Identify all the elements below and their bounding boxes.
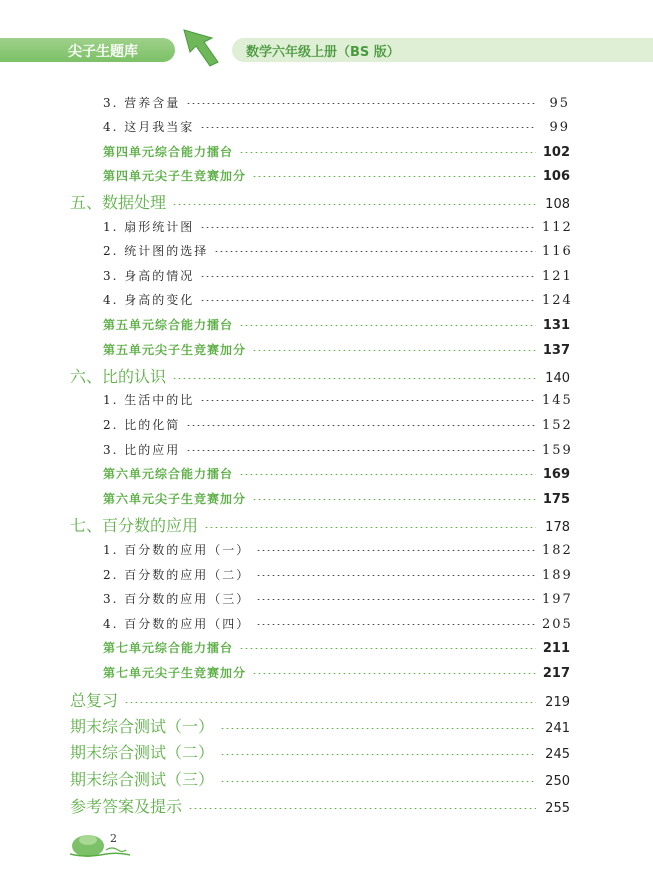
- toc-entry-title: 七、百分数的应用: [70, 516, 199, 535]
- toc-page-number: 178: [545, 520, 570, 535]
- toc-page-number: 108: [545, 197, 570, 212]
- toc-page-number: 112: [542, 220, 573, 235]
- toc-entry-title: 第七单元尖子生竞赛加分: [103, 666, 247, 680]
- toc-chapter-row: [70, 740, 570, 763]
- toc-lesson-row: [103, 416, 573, 433]
- toc-entry-title: 3. 身高的情况: [103, 269, 195, 283]
- toc-unit-review-row: [103, 490, 570, 507]
- toc-entry-title: 六、比的认识: [70, 367, 167, 386]
- dot-leader: [200, 400, 536, 401]
- toc-page-number: 106: [542, 169, 570, 184]
- toc-unit-review-row: [103, 167, 570, 184]
- toc-entry-title: 4. 这月我当家: [103, 120, 195, 134]
- toc-page-number: 121: [542, 269, 573, 284]
- toc-entry-title: 期末综合测试（三）: [70, 770, 215, 789]
- dot-leader: [186, 425, 536, 426]
- toc-lesson-row: [103, 218, 573, 235]
- toc-page-number: 99: [549, 120, 570, 135]
- toc-lesson-row: [103, 267, 573, 284]
- dot-leader: [256, 575, 536, 576]
- toc-page-number: 175: [542, 492, 570, 507]
- toc-lesson-row: [103, 541, 573, 558]
- dot-leader: [220, 754, 536, 755]
- dot-leader: [252, 350, 536, 351]
- toc-lesson-row: [103, 118, 570, 135]
- dot-leader: [239, 474, 536, 475]
- toc-page-number: 241: [545, 721, 570, 736]
- dot-leader: [188, 808, 536, 809]
- dot-leader: [239, 152, 536, 153]
- toc-lesson-row: [103, 242, 573, 259]
- toc-entry-title: 第四单元综合能力擂台: [103, 145, 234, 159]
- dot-leader: [256, 624, 536, 625]
- dot-leader: [220, 728, 536, 729]
- dot-leader: [186, 103, 536, 104]
- toc-unit-review-row: [103, 341, 570, 358]
- dot-leader: [256, 599, 536, 600]
- toc-page-number: 169: [542, 467, 570, 482]
- toc-chapter-row: [70, 794, 570, 817]
- dot-leader: [252, 176, 536, 177]
- toc-entry-title: 3. 营养含量: [103, 96, 181, 110]
- toc-unit-review-row: [103, 465, 570, 482]
- toc-page-number: 152: [542, 418, 573, 433]
- dot-leader: [200, 300, 536, 301]
- toc-page-number: 95: [549, 96, 570, 111]
- dot-leader: [200, 227, 536, 228]
- book-band: [232, 38, 653, 62]
- dot-leader: [200, 276, 536, 277]
- toc-lesson-row: [103, 291, 573, 308]
- toc-page-number: 245: [545, 747, 570, 762]
- dot-leader: [252, 499, 536, 500]
- toc-unit-review-row: [103, 639, 570, 656]
- toc-entry-title: 2. 比的化简: [103, 418, 181, 432]
- toc-entry-title: 3. 比的应用: [103, 443, 181, 457]
- toc-entry-title: 五、数据处理: [70, 193, 167, 212]
- toc-unit-review-row: [103, 316, 570, 333]
- toc-page-number: 131: [542, 318, 570, 333]
- toc-page-number: 102: [542, 145, 570, 160]
- toc-entry-title: 第五单元综合能力擂台: [103, 318, 234, 332]
- toc-unit-review-row: [103, 143, 570, 160]
- toc-page-number: 255: [545, 801, 570, 816]
- toc-entry-title: 第六单元综合能力擂台: [103, 467, 234, 481]
- toc-lesson-row: [103, 590, 573, 607]
- arrow-icon: [178, 28, 220, 68]
- toc-entry-title: 期末综合测试（二）: [70, 743, 215, 762]
- dot-leader: [239, 648, 536, 649]
- series-band: [0, 38, 175, 62]
- toc-lesson-row: [103, 94, 570, 111]
- toc-entry-title: 第四单元尖子生竞赛加分: [103, 169, 247, 183]
- dot-leader: [204, 527, 536, 528]
- toc-page-number: 250: [545, 774, 570, 789]
- toc-page-number: 145: [542, 393, 573, 408]
- toc-entry-title: 1. 生活中的比: [103, 393, 195, 407]
- footer-turtle-icon: [66, 828, 136, 858]
- toc-entry-title: 期末综合测试（一）: [70, 717, 215, 736]
- dot-leader: [256, 550, 536, 551]
- dot-leader: [186, 450, 536, 451]
- toc-chapter-row: [70, 688, 570, 711]
- toc-page-number: 205: [542, 617, 573, 632]
- toc-entry-title: 4. 身高的变化: [103, 293, 195, 307]
- toc-entry-title: 4. 百分数的应用（四）: [103, 617, 251, 631]
- toc-entry-title: 参考答案及提示: [70, 797, 183, 816]
- toc-entry-title: 2. 统计图的选择: [103, 244, 209, 258]
- toc-chapter-row: [70, 190, 570, 213]
- toc-page-number: 189: [542, 568, 573, 583]
- toc-entry-title: 第七单元综合能力擂台: [103, 641, 234, 655]
- toc-entry-title: 第六单元尖子生竞赛加分: [103, 492, 247, 506]
- dot-leader: [239, 325, 536, 326]
- toc-page-number: 137: [542, 343, 570, 358]
- toc-page-number: 211: [542, 641, 570, 656]
- series-title: 尖子生题库: [68, 44, 138, 60]
- toc-chapter-row: [70, 714, 570, 737]
- toc-entry-title: 3. 百分数的应用（三）: [103, 592, 251, 606]
- dot-leader: [124, 702, 536, 703]
- toc-entry-title: 第五单元尖子生竞赛加分: [103, 343, 247, 357]
- toc-lesson-row: [103, 441, 573, 458]
- toc-entry-title: 1. 扇形统计图: [103, 220, 195, 234]
- dot-leader: [214, 251, 536, 252]
- toc-lesson-row: [103, 566, 573, 583]
- book-title: 数学六年级上册（BS 版）: [246, 45, 400, 60]
- dot-leader: [252, 673, 536, 674]
- toc-page-number: 219: [545, 695, 570, 710]
- toc-entry-title: 1. 百分数的应用（一）: [103, 543, 251, 557]
- toc-unit-review-row: [103, 664, 570, 681]
- toc-page-number: 159: [542, 443, 573, 458]
- dot-leader: [220, 781, 536, 782]
- toc-page-number: 116: [542, 244, 573, 259]
- page-number: 2: [110, 832, 117, 845]
- toc-entry-title: 2. 百分数的应用（二）: [103, 568, 251, 582]
- toc-page-number: 124: [542, 293, 573, 308]
- toc-page-number: 140: [545, 371, 570, 386]
- toc-chapter-row: [70, 513, 570, 536]
- dot-leader: [172, 378, 536, 379]
- toc-page-number: 182: [542, 543, 573, 558]
- toc-page-number: 217: [542, 666, 570, 681]
- toc-chapter-row: [70, 364, 570, 387]
- toc-lesson-row: [103, 615, 573, 632]
- toc-chapter-row: [70, 767, 570, 790]
- toc-lesson-row: [103, 391, 573, 408]
- dot-leader: [172, 204, 536, 205]
- toc-entry-title: 总复习: [70, 691, 119, 710]
- dot-leader: [200, 127, 536, 128]
- page-header: [0, 38, 653, 64]
- toc-page-number: 197: [542, 592, 573, 607]
